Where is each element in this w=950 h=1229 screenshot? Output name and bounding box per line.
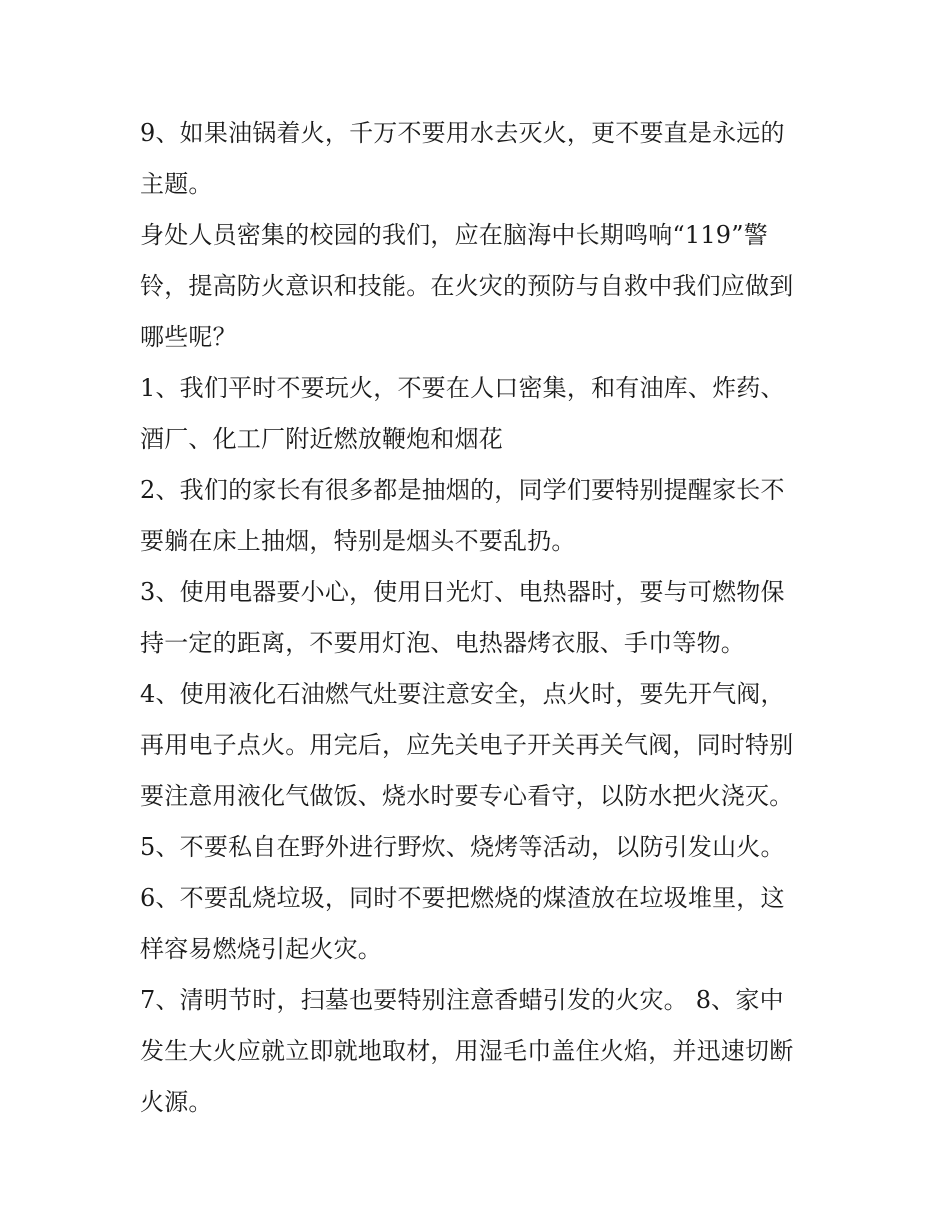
text-line: 7、清明节时，扫墓也要特别注意香蜡引发的火灾。 8、家中 [140,986,784,1014]
text-line: 铃，提高防火意识和技能。在火灾的预防与自救中我们应做到 [140,272,794,300]
text-line: 5、不要私自在野外进行野炊、烧烤等活动，以防引发山火。 [140,833,785,861]
text-line: 火源。 [140,1088,213,1116]
text-line: 酒厂、化工厂附近燃放鞭炮和烟花 [140,425,503,453]
text-line: 要注意用液化气做饭、烧水时要专心看守，以防水把火浇灭。 [140,782,794,810]
text-line: 再用电子点火。用完后，应先关电子开关再关气阀，同时特别 [140,731,794,759]
text-line: 6、不要乱烧垃圾，同时不要把燃烧的煤渣放在垃圾堆里，这 [140,884,785,912]
text-line: 身处人员密集的校园的我们，应在脑海中长期鸣响“119”警 [140,221,768,249]
text-line: 1、我们平时不要玩火，不要在人口密集，和有油库、炸药、 [140,374,785,402]
text-line: 发生大火应就立即就地取材，用湿毛巾盖住火焰，并迅速切断 [140,1037,794,1065]
text-line: 2、我们的家长有很多都是抽烟的，同学们要特别提醒家长不 [140,476,785,504]
document-body [140,108,820,1128]
text-line: 9、如果油锅着火，千万不要用水去灭火，更不要直是永远的 [140,119,785,147]
text-line: 哪些呢？ [140,323,237,351]
text-line: 主题。 [140,170,213,198]
text-line: 3、使用电器要小心，使用日光灯、电热器时，要与可燃物保 [140,578,785,606]
text-line: 持一定的距离，不要用灯泡、电热器烤衣服、手巾等物。 [140,629,745,657]
text-line: 4、使用液化石油燃气灶要注意安全，点火时，要先开气阀， [140,680,785,708]
text-line: 样容易燃烧引起火灾。 [140,935,382,963]
text-line: 要躺在床上抽烟，特别是烟头不要乱扔。 [140,527,576,555]
